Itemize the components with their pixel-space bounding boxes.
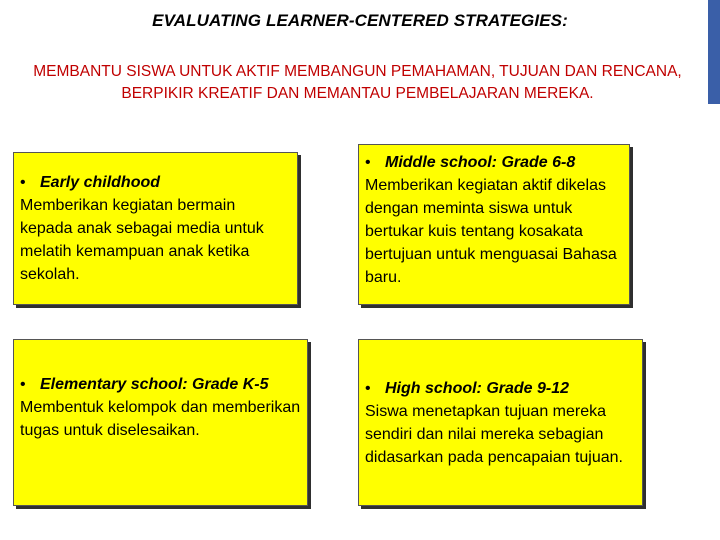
bullet-icon: • bbox=[20, 174, 26, 191]
bullet-icon: • bbox=[20, 376, 26, 393]
card-heading bbox=[20, 373, 301, 396]
card-heading-text: Elementary school: Grade K-5 bbox=[40, 376, 269, 393]
card-body: Membentuk kelompok dan memberikan tugas untuk diselesaikan. bbox=[20, 399, 301, 439]
card-middle-school bbox=[358, 144, 630, 305]
slide-subtitle: MEMBANTU SISWA UNTUK AKTIF MEMBANGUN PEMAHAMAN, TUJUAN DAN RENCANA, BERPIKIR KREATIF DAN MEMANTAU PEMBELAJARAN MEREKA. bbox=[33, 63, 682, 102]
card-body: Memberikan kegiatan aktif dikelas dengan meminta siswa untuk bertukar kuis tentang kosakata bertujuan untuk menguasai Bahasa baru. bbox=[365, 177, 617, 286]
card-heading bbox=[20, 171, 291, 194]
card-body: Siswa menetapkan tujuan mereka sendiri dan nilai mereka sebagian didasarkan pada pencapaian tujuan. bbox=[365, 403, 623, 466]
card-heading-text: Middle school: Grade 6-8 bbox=[385, 154, 576, 171]
bullet-icon: • bbox=[365, 380, 371, 397]
card-elementary-school bbox=[13, 339, 308, 506]
bullet-icon: • bbox=[365, 154, 371, 171]
card-body: Memberikan kegiatan bermain kepada anak sebagai media untuk melatih kemampuan anak ketika sekolah. bbox=[20, 197, 264, 283]
card-early-childhood bbox=[13, 152, 298, 305]
card-heading bbox=[365, 151, 623, 174]
card-heading-text: High school: Grade 9-12 bbox=[385, 380, 570, 397]
slide-title: EVALUATING LEARNER-CENTERED STRATEGIES: bbox=[152, 11, 568, 30]
card-heading-text: Early childhood bbox=[40, 174, 161, 191]
card-high-school bbox=[358, 339, 643, 506]
card-heading bbox=[365, 377, 636, 400]
